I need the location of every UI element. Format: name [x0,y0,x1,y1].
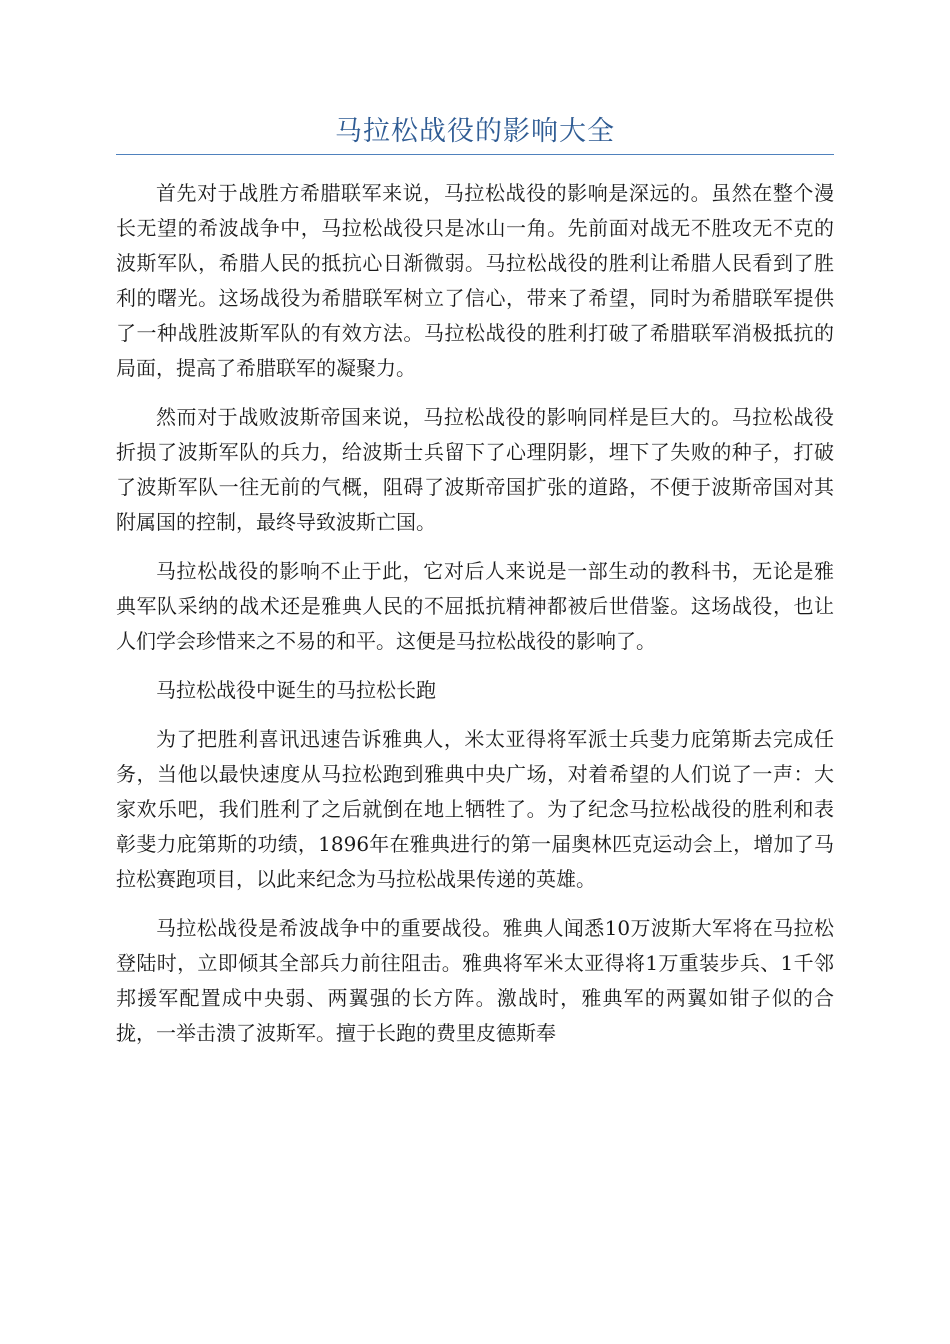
title-underline [116,154,834,155]
paragraph: 马拉松战役是希波战争中的重要战役。雅典人闻悉10万波斯大军将在马拉松登陆时，立即倾其全部兵力前往阻击。雅典将军米太亚得将1万重装步兵、1千邻邦援军配置成中央弱、两翼强的长方阵。激战时，雅典军的两翼如钳子似的合拢，一举击溃了波斯军。擅于长跑的费里皮德斯奉 [116,916,834,1045]
document-body [116,176,834,1065]
paragraph: 马拉松战役的影响不止于此，它对后人来说是一部生动的教科书，无论是雅典军队采纳的战术还是雅典人民的不屈抵抗精神都被后世借鉴。这场战役，也让人们学会珍惜来之不易的和平。这便是马拉松战役的影响了。 [116,559,834,653]
page-title: 马拉松战役的影响大全 [335,116,615,147]
paragraph: 然而对于战败波斯帝国来说，马拉松战役的影响同样是巨大的。马拉松战役折损了波斯军队的兵力，给波斯士兵留下了心理阴影，埋下了失败的种子，打破了波斯军队一往无前的气概，阻碍了波斯帝国扩张的道路，不便于波斯帝国对其附属国的控制，最终导致波斯亡国。 [116,405,834,534]
paragraph: 为了把胜利喜讯迅速告诉雅典人，米太亚得将军派士兵斐力庇第斯去完成任务，当他以最快速度从马拉松跑到雅典中央广场，对着希望的人们说了一声：大家欢乐吧，我们胜利了之后就倒在地上牺牲了。为了纪念马拉松战役的胜利和表彰斐力庇第斯的功绩，1896年在雅典进行的第一届奥林匹克运动会上，增加了马拉松赛跑项目，以此来纪念为马拉松战果传递的英雄。 [116,727,834,891]
section-heading: 马拉松战役中诞生的马拉松长跑 [156,678,436,702]
paragraph: 首先对于战胜方希腊联军来说，马拉松战役的影响是深远的。虽然在整个漫长无望的希波战争中，马拉松战役只是冰山一角。先前面对战无不胜攻无不克的波斯军队，希腊人民的抵抗心日渐微弱。马拉松战役的胜利让希腊人民看到了胜利的曙光。这场战役为希腊联军树立了信心，带来了希望，同时为希腊联军提供了一种战胜波斯军队的有效方法。马拉松战役的胜利打破了希腊联军消极抵抗的局面，提高了希腊联军的凝聚力。 [116,181,834,380]
